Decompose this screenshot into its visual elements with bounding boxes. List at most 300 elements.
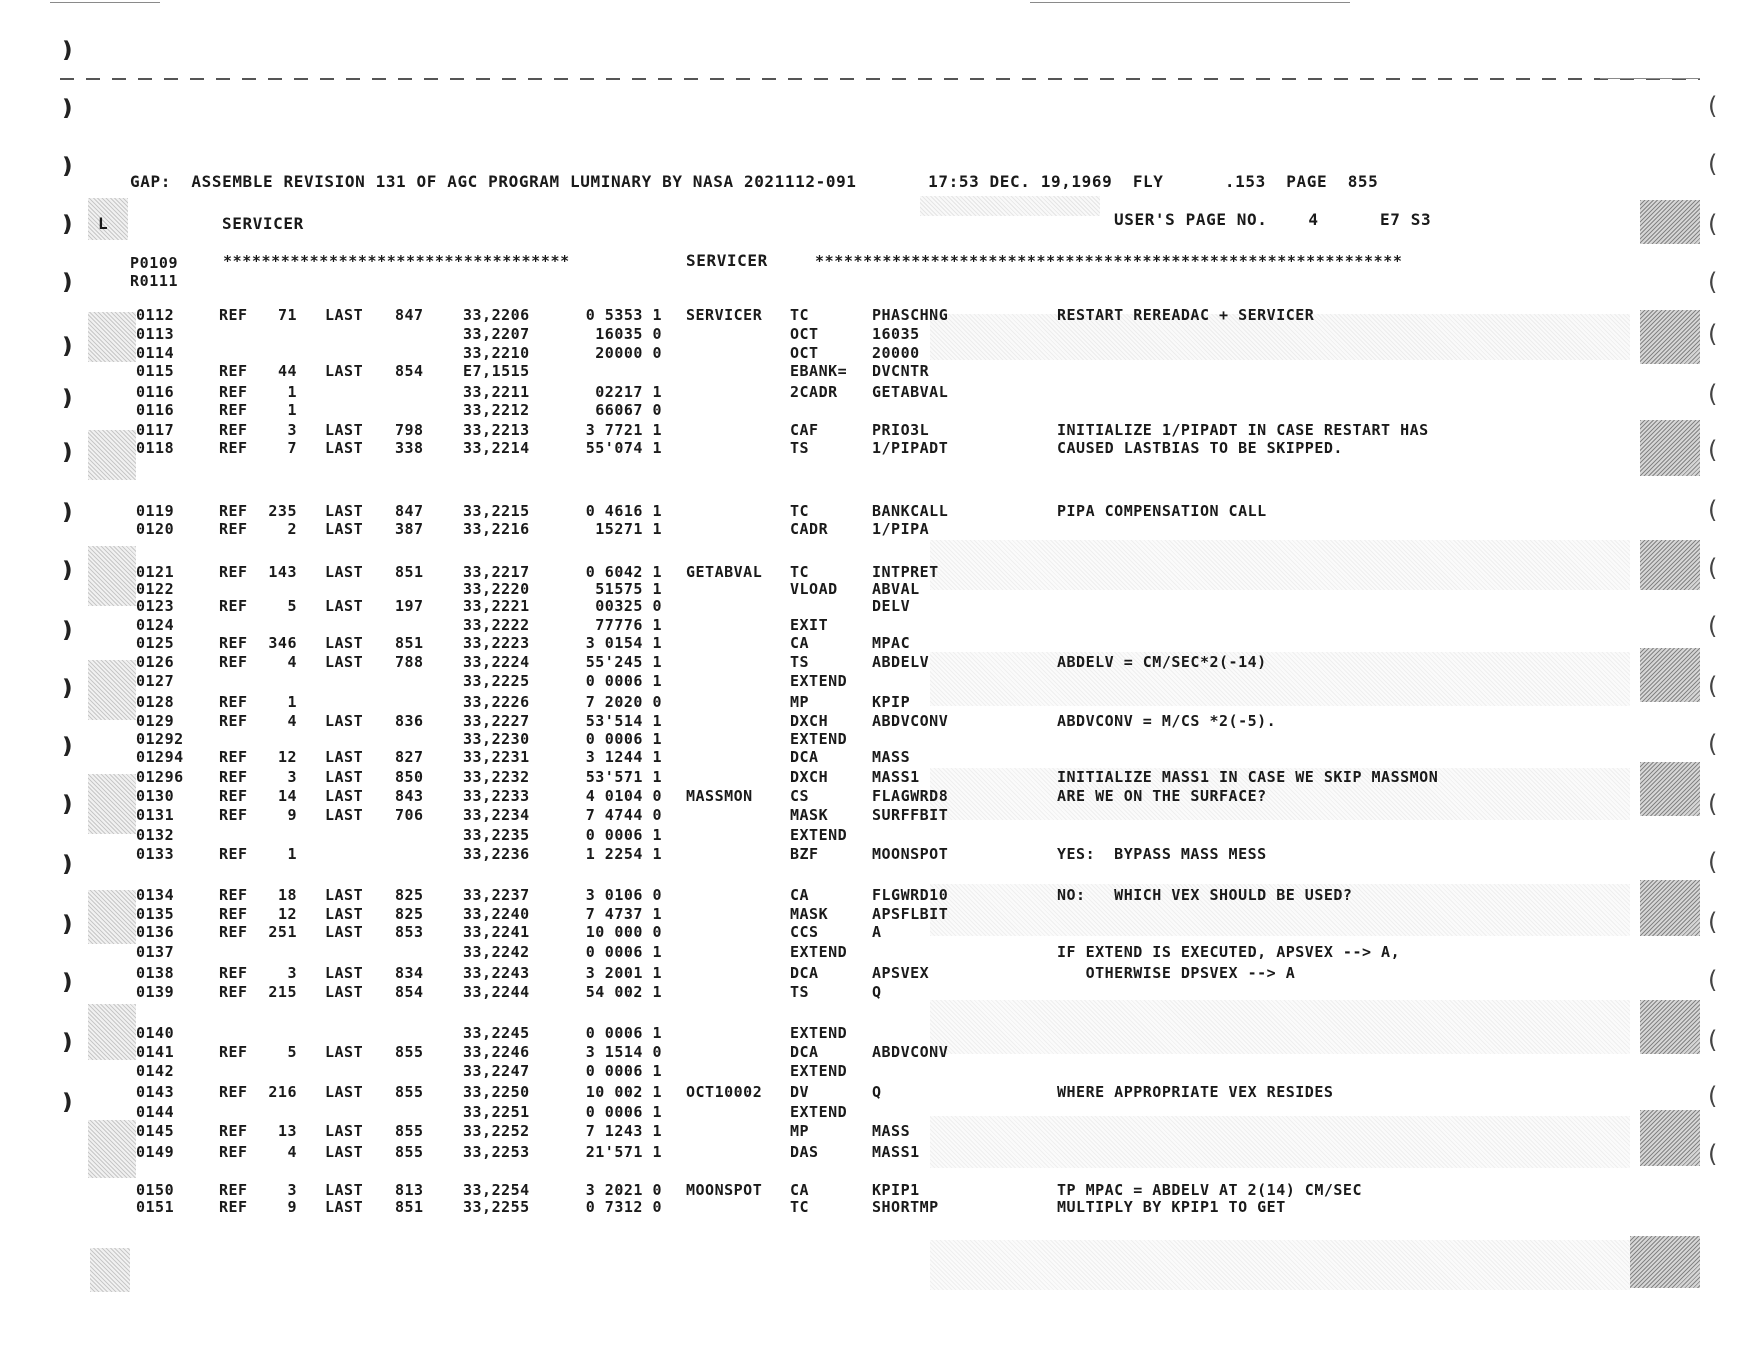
cell-addr: 33,2216 <box>463 520 530 538</box>
punch-hole-icon: ❫ <box>58 734 77 759</box>
cell-addr: 33,2250 <box>463 1083 530 1101</box>
cell-comment: IF EXTEND IS EXECUTED, APSVEX --> A, <box>1057 943 1401 961</box>
cell-ref: REF <box>219 421 248 439</box>
cell-line: 0143 <box>136 1083 175 1101</box>
listing-row <box>0 362 1740 382</box>
cell-addr: 33,2246 <box>463 1043 530 1061</box>
cell-addr: 33,2206 <box>463 306 530 324</box>
cell-op: MP <box>790 1122 810 1140</box>
cell-operand: ABDELV <box>872 653 930 671</box>
banner-stars-left: ************************************ <box>223 252 570 270</box>
cell-refn: 235 <box>268 502 297 520</box>
cell-code: 00325 0 <box>595 597 662 615</box>
cell-comment: MULTIPLY BY KPIP1 TO GET <box>1057 1198 1286 1216</box>
cell-ref: REF <box>219 1181 248 1199</box>
cell-refn: 4 <box>287 712 297 730</box>
punch-hole-icon: ❫ <box>58 386 77 411</box>
cell-operand: PRIO3L <box>872 421 930 439</box>
cell-op: DXCH <box>790 712 829 730</box>
cell-comment: INITIALIZE 1/PIPADT IN CASE RESTART HAS <box>1057 421 1429 439</box>
listing-row <box>0 344 1740 364</box>
cell-code: 21'571 1 <box>585 1143 662 1161</box>
listing-row <box>0 923 1740 943</box>
cell-ref: REF <box>219 502 248 520</box>
cell-lastn: 854 <box>395 983 424 1001</box>
punch-hole-icon: ❫ <box>58 440 77 465</box>
cell-lastn: 813 <box>395 1181 424 1199</box>
cell-ref: REF <box>219 597 248 615</box>
cell-code: 0 0006 1 <box>585 1103 662 1121</box>
cell-operand: INTPRET <box>872 563 939 581</box>
cell-ref: REF <box>219 886 248 904</box>
cell-last: LAST <box>325 1198 364 1216</box>
cell-line: 0119 <box>136 502 175 520</box>
cell-line: 0112 <box>136 306 175 324</box>
cell-code: 0 0006 1 <box>585 826 662 844</box>
cell-operand: SURFFBIT <box>872 806 949 824</box>
cell-refn: 143 <box>268 563 297 581</box>
cell-line: 0122 <box>136 580 175 598</box>
cell-op: DV <box>790 1083 810 1101</box>
cell-operand: MPAC <box>872 634 911 652</box>
cell-refn: 44 <box>277 362 297 380</box>
listing-row <box>0 964 1740 984</box>
binder-curl-icon: ( <box>1708 730 1718 758</box>
cell-addr: 33,2241 <box>463 923 530 941</box>
cell-label: MASSMON <box>686 787 753 805</box>
cell-code: 3 7721 1 <box>585 421 662 439</box>
cell-line: 0141 <box>136 1043 175 1061</box>
cell-last: LAST <box>325 905 364 923</box>
listing-row <box>0 905 1740 925</box>
cell-op: EXTEND <box>790 826 848 844</box>
punch-hole-icon: ❫ <box>58 270 77 295</box>
cell-lastn: 387 <box>395 520 424 538</box>
cell-ref: REF <box>219 1143 248 1161</box>
cell-ref: REF <box>219 923 248 941</box>
listing-row <box>0 886 1740 906</box>
cell-ref: REF <box>219 845 248 863</box>
cell-last: LAST <box>325 886 364 904</box>
top-edge-line <box>1030 2 1350 3</box>
cell-operand: Q <box>872 983 882 1001</box>
cell-op: MASK <box>790 806 829 824</box>
cell-op: EXTEND <box>790 1062 848 1080</box>
cell-line: 0151 <box>136 1198 175 1216</box>
cell-code: 3 1244 1 <box>585 748 662 766</box>
cell-line: 0130 <box>136 787 175 805</box>
cell-addr: 33,2255 <box>463 1198 530 1216</box>
cell-line: 0116 <box>136 383 175 401</box>
cell-ref: REF <box>219 748 248 766</box>
listing-row <box>0 634 1740 654</box>
cell-code: 0 5353 1 <box>585 306 662 324</box>
cell-refn: 7 <box>287 439 297 457</box>
cell-code: 10 002 1 <box>585 1083 662 1101</box>
cell-last: LAST <box>325 806 364 824</box>
cell-op: EXTEND <box>790 943 848 961</box>
listing-row <box>0 401 1740 421</box>
binder-curl-icon: ( <box>1708 210 1718 238</box>
cell-last: LAST <box>325 634 364 652</box>
banner-title: SERVICER <box>686 251 768 270</box>
cell-addr: 33,2236 <box>463 845 530 863</box>
cell-code: 53'571 1 <box>585 768 662 786</box>
cell-operand: 1/PIPA <box>872 520 930 538</box>
cell-operand: 1/PIPADT <box>872 439 949 457</box>
cell-ref: REF <box>219 1198 248 1216</box>
cell-operand: MASS1 <box>872 768 920 786</box>
cell-ref: REF <box>219 520 248 538</box>
punch-hole-icon: ❫ <box>58 970 77 995</box>
punch-hole-icon: ❫ <box>58 500 77 525</box>
listing-row <box>0 748 1740 768</box>
punch-hole-icon: ❫ <box>58 852 77 877</box>
cell-addr: 33,2207 <box>463 325 530 343</box>
cell-ref: REF <box>219 806 248 824</box>
cell-refn: 12 <box>277 748 297 766</box>
cell-refn: 1 <box>287 693 297 711</box>
cell-code: 53'514 1 <box>585 712 662 730</box>
scan-smudge <box>920 196 1100 216</box>
listing-row <box>0 730 1740 750</box>
cell-addr: 33,2210 <box>463 344 530 362</box>
binder-curl-icon: ( <box>1708 672 1718 700</box>
cell-lastn: 338 <box>395 439 424 457</box>
cell-operand: APSFLBIT <box>872 905 949 923</box>
cell-comment: OTHERWISE DPSVEX --> A <box>1057 964 1296 982</box>
cell-operand: A <box>872 923 882 941</box>
cell-code: 1 2254 1 <box>585 845 662 863</box>
cell-operand: GETABVAL <box>872 383 949 401</box>
cell-last: LAST <box>325 964 364 982</box>
listing-row <box>0 787 1740 807</box>
cell-refn: 2 <box>287 520 297 538</box>
cell-op: TC <box>790 306 810 324</box>
cell-line: 0116 <box>136 401 175 419</box>
cell-code: 0 0006 1 <box>585 943 662 961</box>
cell-lastn: 855 <box>395 1143 424 1161</box>
cell-lastn: 847 <box>395 502 424 520</box>
listing-row <box>0 520 1740 540</box>
cell-code: 66067 0 <box>595 401 662 419</box>
binder-curl-icon: ( <box>1708 496 1718 524</box>
cell-code: 55'074 1 <box>585 439 662 457</box>
cell-last: LAST <box>325 362 364 380</box>
cell-code: 3 0106 0 <box>585 886 662 904</box>
cell-op: TC <box>790 1198 810 1216</box>
binder-curl-icon: ( <box>1708 92 1718 120</box>
cell-op: TC <box>790 502 810 520</box>
cell-comment: INITIALIZE MASS1 IN CASE WE SKIP MASSMON <box>1057 768 1439 786</box>
cell-addr: 33,2215 <box>463 502 530 520</box>
cell-refn: 3 <box>287 768 297 786</box>
cell-addr: 33,2240 <box>463 905 530 923</box>
cell-line: 0128 <box>136 693 175 711</box>
cell-line: 0138 <box>136 964 175 982</box>
cell-label: GETABVAL <box>686 563 763 581</box>
cell-addr: 33,2243 <box>463 964 530 982</box>
cell-refn: 346 <box>268 634 297 652</box>
cell-operand: FLAGWRD8 <box>872 787 949 805</box>
cell-last: LAST <box>325 306 364 324</box>
cell-comment: ABDELV = CM/SEC*2(-14) <box>1057 653 1267 671</box>
cell-operand: DVCNTR <box>872 362 930 380</box>
cell-last: LAST <box>325 923 364 941</box>
listing-row <box>0 597 1740 617</box>
cell-ref: REF <box>219 653 248 671</box>
cell-ref: REF <box>219 983 248 1001</box>
cell-ref: REF <box>219 712 248 730</box>
cell-last: LAST <box>325 421 364 439</box>
cell-op: EXIT <box>790 616 829 634</box>
cell-code: 0 0006 1 <box>585 672 662 690</box>
cell-code: 0 4616 1 <box>585 502 662 520</box>
cell-refn: 3 <box>287 964 297 982</box>
listing-row <box>0 653 1740 673</box>
cell-addr: 33,2221 <box>463 597 530 615</box>
cell-refn: 3 <box>287 1181 297 1199</box>
binder-curl-icon: ( <box>1708 790 1718 818</box>
cell-code: 3 1514 0 <box>585 1043 662 1061</box>
listing-row <box>0 983 1740 1003</box>
listing-row <box>0 712 1740 732</box>
section-title: SERVICER <box>222 214 304 233</box>
cell-last: LAST <box>325 1043 364 1061</box>
binder-curl-icon: ( <box>1708 380 1718 408</box>
cell-comment: RESTART REREADAC + SERVICER <box>1057 306 1315 324</box>
cell-addr: 33,2222 <box>463 616 530 634</box>
cell-line: 0114 <box>136 344 175 362</box>
punch-hole-icon: ❫ <box>58 96 77 121</box>
cell-op: VLOAD <box>790 580 838 598</box>
cell-op: CA <box>790 1181 810 1199</box>
perforation-line <box>60 78 1700 80</box>
cell-operand: BANKCALL <box>872 502 949 520</box>
cell-op: OCT <box>790 325 819 343</box>
cell-line: 01292 <box>136 730 184 748</box>
punch-hole-icon: ❫ <box>58 1090 77 1115</box>
cell-addr: 33,2230 <box>463 730 530 748</box>
cell-code: 55'245 1 <box>585 653 662 671</box>
cell-addr: 33,2232 <box>463 768 530 786</box>
cell-comment: CAUSED LASTBIAS TO BE SKIPPED. <box>1057 439 1343 457</box>
cell-addr: 33,2252 <box>463 1122 530 1140</box>
cell-line: 0150 <box>136 1181 175 1199</box>
cell-op: CCS <box>790 923 819 941</box>
punch-hole-icon: ❫ <box>58 154 77 179</box>
cell-lastn: 855 <box>395 1122 424 1140</box>
cell-line: 0115 <box>136 362 175 380</box>
cell-code: 16035 0 <box>595 325 662 343</box>
listing-row <box>0 1062 1740 1082</box>
cell-line: 0133 <box>136 845 175 863</box>
cell-lastn: 850 <box>395 768 424 786</box>
cell-addr: 33,2251 <box>463 1103 530 1121</box>
cell-ref: REF <box>219 787 248 805</box>
cell-last: LAST <box>325 712 364 730</box>
cell-addr: 33,2245 <box>463 1024 530 1042</box>
punch-hole-icon: ❫ <box>58 212 77 237</box>
cell-last: LAST <box>325 1083 364 1101</box>
cell-addr: 33,2212 <box>463 401 530 419</box>
cell-line: 0127 <box>136 672 175 690</box>
cell-code: 02217 1 <box>595 383 662 401</box>
cell-op: DCA <box>790 1043 819 1061</box>
cell-line: 0126 <box>136 653 175 671</box>
cell-code: 4 0104 0 <box>585 787 662 805</box>
cell-code: 0 0006 1 <box>585 730 662 748</box>
cell-last: LAST <box>325 1181 364 1199</box>
cell-addr: 33,2234 <box>463 806 530 824</box>
cell-comment: NO: WHICH VEX SHOULD BE USED? <box>1057 886 1353 904</box>
cell-line: 0134 <box>136 886 175 904</box>
cell-refn: 4 <box>287 653 297 671</box>
cell-label: OCT10002 <box>686 1083 763 1101</box>
punch-hole-icon: ❫ <box>58 334 77 359</box>
cell-comment: ARE WE ON THE SURFACE? <box>1057 787 1267 805</box>
cell-line: 0149 <box>136 1143 175 1161</box>
punch-hole-icon: ❫ <box>58 618 77 643</box>
listing-row <box>0 845 1740 865</box>
cell-code: 0 6042 1 <box>585 563 662 581</box>
listing-row <box>0 616 1740 636</box>
binder-curl-icon: ( <box>1708 268 1718 296</box>
cell-lastn: 825 <box>395 886 424 904</box>
cell-code: 54 002 1 <box>585 983 662 1001</box>
cell-refn: 4 <box>287 1143 297 1161</box>
cell-operand: MASS <box>872 1122 911 1140</box>
listing-row <box>0 693 1740 713</box>
cell-line: 0137 <box>136 943 175 961</box>
cell-lastn: 843 <box>395 787 424 805</box>
cell-code: 7 1243 1 <box>585 1122 662 1140</box>
cell-last: LAST <box>325 502 364 520</box>
cell-code: 7 4744 0 <box>585 806 662 824</box>
cell-code: 7 2020 0 <box>585 693 662 711</box>
cell-addr: 33,2225 <box>463 672 530 690</box>
cell-last: LAST <box>325 653 364 671</box>
cell-last: LAST <box>325 597 364 615</box>
cell-lastn: 853 <box>395 923 424 941</box>
cell-comment: YES: BYPASS MASS MESS <box>1057 845 1267 863</box>
cell-code: 0 7312 0 <box>585 1198 662 1216</box>
cell-addr: 33,2237 <box>463 886 530 904</box>
cell-op: DXCH <box>790 768 829 786</box>
section-marker: L <box>98 214 109 233</box>
cell-code: 7 4737 1 <box>585 905 662 923</box>
cell-refn: 215 <box>268 983 297 1001</box>
cell-line: 0135 <box>136 905 175 923</box>
cell-last: LAST <box>325 439 364 457</box>
cell-line: 0139 <box>136 983 175 1001</box>
cell-code: 20000 0 <box>595 344 662 362</box>
cell-op: MP <box>790 693 810 711</box>
cell-ref: REF <box>219 1122 248 1140</box>
cell-addr: 33,2235 <box>463 826 530 844</box>
cell-comment: WHERE APPROPRIATE VEX RESIDES <box>1057 1083 1334 1101</box>
listing-header: GAP: ASSEMBLE REVISION 131 OF AGC PROGRAM LUMINARY BY NASA 2021112-091 17:53 DEC. 19,1969 FLY .153 PAGE 855 <box>130 172 1379 191</box>
cell-operand: ABDVCONV <box>872 712 949 730</box>
cell-line: 0145 <box>136 1122 175 1140</box>
cell-addr: 33,2233 <box>463 787 530 805</box>
cell-code: 3 0154 1 <box>585 634 662 652</box>
cell-code: 77776 1 <box>595 616 662 634</box>
binder-curl-icon: ( <box>1708 554 1718 582</box>
listing-row <box>0 1198 1740 1218</box>
listing-row <box>0 421 1740 441</box>
cell-ref: REF <box>219 964 248 982</box>
cell-op: TS <box>790 653 810 671</box>
binder-curl-icon: ( <box>1708 436 1718 464</box>
cell-line: 0144 <box>136 1103 175 1121</box>
cell-lastn: 834 <box>395 964 424 982</box>
cell-op: EXTEND <box>790 1103 848 1121</box>
cell-line: 0118 <box>136 439 175 457</box>
cell-refn: 18 <box>277 886 297 904</box>
cell-lastn: 855 <box>395 1043 424 1061</box>
cell-operand: ABDVCONV <box>872 1043 949 1061</box>
cell-refn: 9 <box>287 806 297 824</box>
cell-line: 0124 <box>136 616 175 634</box>
cell-refn: 3 <box>287 421 297 439</box>
top-edge-line <box>50 2 160 3</box>
scan-smudge <box>930 1240 1630 1290</box>
cell-addr: E7,1515 <box>463 362 530 380</box>
listing-row <box>0 1103 1740 1123</box>
cell-ref: REF <box>219 1083 248 1101</box>
cell-op: TS <box>790 439 810 457</box>
cell-operand: MASS1 <box>872 1143 920 1161</box>
cell-refn: 216 <box>268 1083 297 1101</box>
cell-operand: KPIP <box>872 693 911 711</box>
cell-lastn: 855 <box>395 1083 424 1101</box>
cell-refn: 12 <box>277 905 297 923</box>
cell-op: TS <box>790 983 810 1001</box>
cell-op: MASK <box>790 905 829 923</box>
cell-addr: 33,2227 <box>463 712 530 730</box>
cell-addr: 33,2254 <box>463 1181 530 1199</box>
cell-line: 0129 <box>136 712 175 730</box>
punch-hole-icon: ❫ <box>58 1030 77 1055</box>
cell-ref: REF <box>219 383 248 401</box>
binder-curl-icon: ( <box>1708 150 1718 178</box>
cell-op: CS <box>790 787 810 805</box>
scan-smudge <box>90 1248 130 1292</box>
cell-ref: REF <box>219 634 248 652</box>
listing-row <box>0 1083 1740 1103</box>
cell-op: DAS <box>790 1143 819 1161</box>
cell-line: 0140 <box>136 1024 175 1042</box>
cell-refn: 251 <box>268 923 297 941</box>
cell-operand: Q <box>872 1083 882 1101</box>
cell-op: DCA <box>790 964 819 982</box>
cell-ref: REF <box>219 563 248 581</box>
cell-line: 01294 <box>136 748 184 766</box>
binder-curl-icon: ( <box>1708 612 1718 640</box>
listing-row <box>0 1143 1740 1163</box>
cell-lastn: 851 <box>395 563 424 581</box>
punch-hole-icon: ❫ <box>58 676 77 701</box>
cell-lastn: 706 <box>395 806 424 824</box>
cell-op: CA <box>790 886 810 904</box>
listing-row <box>0 439 1740 459</box>
cell-last: LAST <box>325 1143 364 1161</box>
cell-op: TC <box>790 563 810 581</box>
cell-op: CADR <box>790 520 829 538</box>
cell-operand: 20000 <box>872 344 920 362</box>
cell-op: 2CADR <box>790 383 838 401</box>
